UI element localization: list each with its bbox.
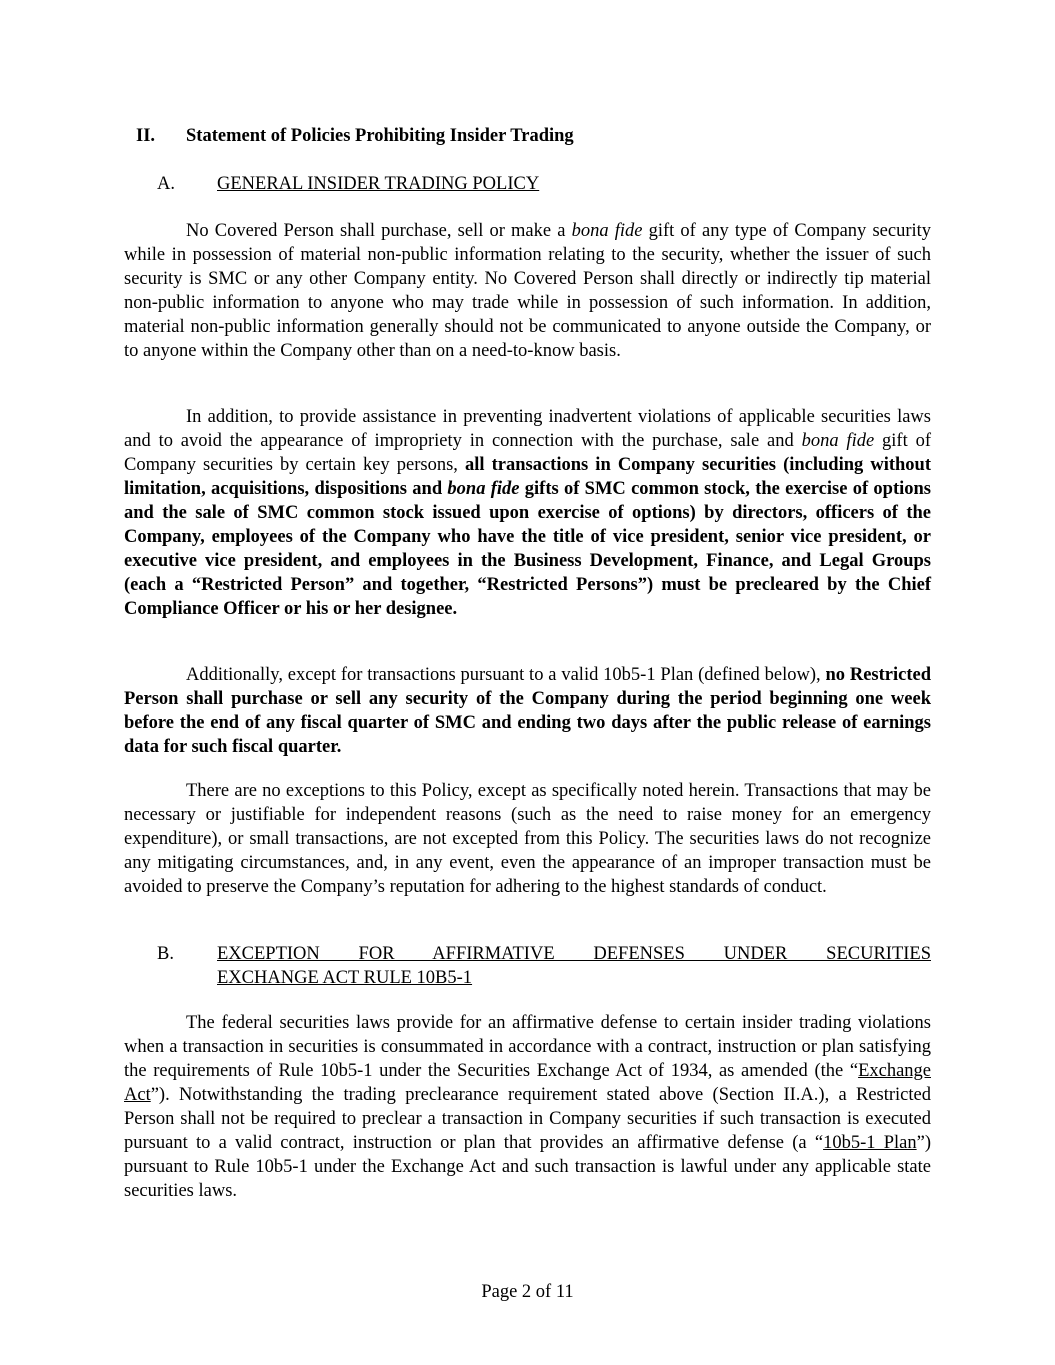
para1-text-3: gift of any type of Company security while in possession of material non-public information relating to the security, whether the issuer of such security is SMC or any other Company entity. No Covered Person shall directly or indirectly tip material non-public information to anyone who may trade while in possession of such information. In addition, material non-public information generally should not be communicated to anyone outside the Company, or to anyone within the Company other than on a need-to-know basis.: [124, 221, 932, 361]
para2-text-3: gift of Company securities by certain key persons,: [124, 431, 931, 475]
para2-text-4: all transactions in Company securities (including without limitation, acquisitions, dispositions and: [124, 455, 931, 499]
section-number: II.: [136, 126, 156, 146]
para3-text-1: Additionally, except for transactions pursuant to a valid 10b5-1 Plan (defined below),: [186, 665, 826, 685]
page-number-footer: Page 2 of 11: [481, 1282, 574, 1302]
section-title: Statement of Policies Prohibiting Insider Trading: [186, 126, 574, 146]
para4-text-1: There are no exceptions to this Policy, except as specifically noted herein. Transactions that may be necessary or justifiable for independent reasons (such as the need to raise money for an emergency expenditure), or small transactions, are not excepted from this Policy. The securities laws do not recognize any mitigating circumstances, and, in any event, even the appearance of an improper transaction must be avoided to preserve the Company’s reputation for adhering to the highest standards of conduct.: [124, 781, 931, 897]
subsection-a-letter: A.: [157, 174, 175, 194]
exchange-act-defined-term: Exchange Act: [124, 1061, 931, 1105]
paragraph-10b5-1-exception: [124, 1011, 931, 1203]
para1-text-1: No Covered Person shall purchase, sell or make a: [186, 221, 572, 241]
subsection-b-letter: B.: [157, 944, 174, 964]
para2-text-5: bona fide: [447, 479, 520, 499]
para2-text-6: gifts of SMC common stock, the exercise of options and the sale of SMC common stock issued upon exercise of options) by directors, officers of the Company, employees of the Company who have the title of vice president, senior vice president, or executive vice president, and employees in the Business Development, Finance, and Legal Groups (each a “Restricted Person” and together, “Restricted Persons”) must be precleared by the Chief Compliance Officer or his or her designee.: [124, 479, 931, 619]
10b5-1-plan-defined-term: 10b5-1 Plan: [823, 1133, 917, 1153]
para2-text-2: bona fide: [801, 431, 875, 451]
para1-text-2: bona fide: [571, 221, 643, 241]
para3-text-2: no Restricted Person shall purchase or sell any security of the Company during the period beginning one week before the end of any fiscal quarter of SMC and ending two days after the public release of earnings data for such fiscal quarter.: [124, 665, 931, 757]
paragraph-general-policy: [124, 219, 931, 363]
para5-text-3: ”). Notwithstanding the trading preclearance requirement stated above (Section II.A.), a Restricted Person shall not be required to preclear a transaction in Company securities if such transaction is executed pursuant to a valid contract, instruction or plan that provides an affirmative defense (a “: [124, 1085, 931, 1153]
paragraph-no-exceptions: [124, 779, 931, 899]
paragraph-blackout-period: [124, 663, 931, 759]
section-heading: [136, 124, 574, 148]
para2-text-1: In addition, to provide assistance in preventing inadvertent violations of applicable securities laws and to avoid the appearance of impropriety in connection with the purchase, sale and: [124, 407, 931, 451]
paragraph-preclearance: [124, 405, 931, 621]
subsection-a-title: GENERAL INSIDER TRADING POLICY: [217, 174, 540, 194]
para5-text-5: ”) pursuant to Rule 10b5-1 under the Exchange Act and such transaction is lawful under any applicable state securities laws.: [124, 1133, 931, 1201]
para5-text-1: The federal securities laws provide for an affirmative defense to certain insider trading violations when a transaction in securities is consummated in accordance with a contract, instruction or plan satisfying the requirements of Rule 10b5-1 under the Securities Exchange Act of 1934, as amended (the “: [124, 1013, 931, 1081]
subsection-b-title: [217, 942, 931, 990]
subsection-b-title-line-1: EXCEPTION FOR AFFIRMATIVE DEFENSES UNDER SECURITIES: [217, 944, 931, 964]
subsection-b-title-line-2: EXCHANGE ACT RULE 10B5-1: [217, 968, 473, 988]
